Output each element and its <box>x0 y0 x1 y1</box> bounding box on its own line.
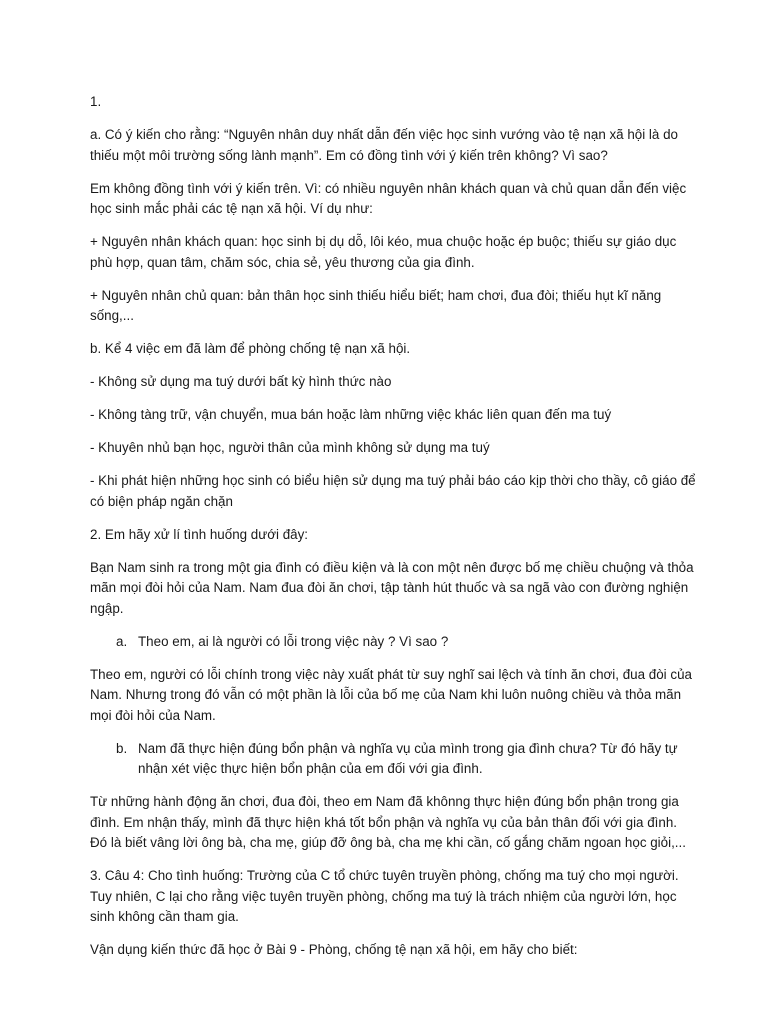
answer-2b: Từ những hành động ăn chơi, đua đòi, theo em Nam đã khônng thực hiện đúng bổn phận trong gia đình. Em nhận thấy, mình đã thực hiện khá tốt bổn phận và nghĩa vụ của bản thân đối với gia đình. Đó là biết vâng lời ông bà, cha mẹ, giúp đỡ ông bà, cha mẹ khi cần, cố gắng chăm ngoan học giỏi,... <box>90 794 686 850</box>
question-2b <box>116 739 696 780</box>
action-3: - Khuyên nhủ bạn học, người thân của mình không sử dụng ma tuý <box>90 440 490 455</box>
action-2: - Không tàng trữ, vận chuyển, mua bán hoặc làm những việc khác liên quan đến ma tuý <box>90 407 612 422</box>
list-item-text: Nam đã thực hiện đúng bổn phận và nghĩa vụ của mình trong gia đình chưa? Từ đó hãy tự nhận xét việc thực hiện bổn phận của em đối với gia đình. <box>138 740 678 776</box>
objective-causes: + Nguyên nhân khách quan: học sinh bị dụ dỗ, lôi kéo, mua chuộc hoặc ép buộc; thiếu sự giáo dục phù hợp, quan tâm, chăm sóc, chia sẻ, yêu thương của gia đình. <box>90 234 677 270</box>
question-1a: a. Có ý kiến cho rằng: “Nguyên nhân duy nhất dẫn đến việc học sinh vướng vào tệ nạn xã hội là do thiếu một môi trường sống lành mạnh”. Em có đồng tình với ý kiến trên không? Vì sao? <box>90 127 678 163</box>
section-3-situation: 3. Câu 4: Cho tình huống: Trường của C tổ chức tuyên truyền phòng, chống ma tuý cho mọi người. Tuy nhiên, C lại cho rằng việc tuyên truyền phòng, chống ma tuý là trách nhiệm của người lớn, học sinh không cần tham gia. <box>90 868 679 924</box>
list-item-text: Theo em, ai là người có lỗi trong việc này ? Vì sao ? <box>138 633 449 649</box>
question-2a <box>116 632 696 653</box>
list-marker: a. <box>116 633 128 649</box>
answer-1a: Em không đồng tình với ý kiến trên. Vì: có nhiều nguyên nhân khách quan và chủ quan dẫn đến việc học sinh mắc phải các tệ nạn xã hội. Ví dụ như: <box>90 180 687 216</box>
section-2-heading: 2. Em hãy xử lí tình huống dưới đây: <box>90 526 309 542</box>
action-1: - Không sử dụng ma tuý dưới bất kỳ hình thức nào <box>90 374 392 389</box>
list-marker: b. <box>116 740 128 756</box>
subjective-causes: + Nguyên nhân chủ quan: bản thân học sinh thiếu hiểu biết; ham chơi, đua đòi; thiếu hụt kĩ năng sống,... <box>90 287 662 323</box>
situation-2: Bạn Nam sinh ra trong một gia đình có điều kiện và là con một nên được bố mẹ chiều chuộng và thỏa mãn mọi đòi hỏi của Nam. Nam đua đòi ăn chơi, tập tành hút thuốc và sa ngã vào con đường nghiện ngập. <box>90 559 694 616</box>
section-3-prompt: Vận dụng kiến thức đã học ở Bài 9 - Phòng, chống tệ nạn xã hội, em hãy cho biết: <box>90 942 578 957</box>
question-1b: b. Kể 4 việc em đã làm để phòng chống tệ nạn xã hội. <box>90 341 411 356</box>
action-4: - Khi phát hiện những học sinh có biểu hiện sử dụng ma tuý phải báo cáo kịp thời cho thầy, cô giáo để có biện pháp ngăn chặn <box>90 473 696 509</box>
answer-2a: Theo em, người có lỗi chính trong việc này xuất phát từ suy nghĩ sai lệch và tính ăn chơi, đua đòi của Nam. Nhưng trong đó vẫn có một phần là lỗi của bố mẹ của Nam khi luôn nuông chiều và thỏa mãn mọi đòi hỏi của Nam. <box>90 666 692 723</box>
section-1-heading: 1. <box>90 94 102 109</box>
